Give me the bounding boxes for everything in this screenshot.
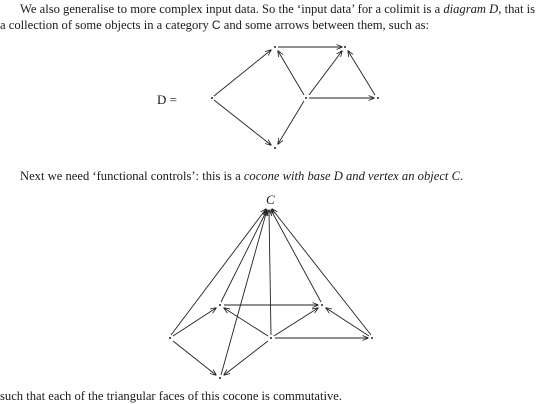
arrow (224, 341, 268, 375)
intro-text-1: We also generalise to more complex input data. So the ‘input data’ for a colimit is a (20, 2, 444, 16)
diagram-d-label: D = (157, 92, 177, 107)
intro-text-3: , that is a collection of some objects in a category (0, 2, 536, 32)
object-dot (219, 304, 221, 306)
category-symbol: C (211, 18, 221, 32)
cocone-legs (171, 209, 371, 375)
vertex-term: and vertex an object (342, 169, 452, 183)
object-dot (169, 337, 171, 339)
cocone-apex-label: C (266, 192, 275, 207)
object-dot (321, 304, 323, 306)
arrow (224, 308, 268, 336)
cocone-leg-arrow (269, 210, 271, 335)
object-dot (219, 377, 221, 379)
controls-text-1: Next we need ‘functional controls’: this is a (20, 169, 244, 183)
cocone-leg-arrow (271, 210, 321, 302)
base-symbol: D (333, 169, 343, 183)
arrow (173, 308, 216, 336)
arrow (274, 308, 318, 336)
diagram-term: diagram (443, 2, 487, 16)
arrow (326, 308, 369, 336)
controls-text-2: . (460, 169, 464, 183)
object-dot (371, 337, 373, 339)
commutative-paragraph: such that each of the triangular faces of this cocone is commutative. (0, 389, 343, 403)
cocone-leg-arrow (171, 209, 266, 335)
cocone-leg-arrow (272, 209, 371, 335)
cocone-leg-arrow (221, 210, 267, 375)
diagram-symbol: D (489, 2, 499, 16)
intro-text-4: and some arrows between them, such as: (220, 18, 430, 32)
cocone-leg-arrow (221, 210, 267, 302)
cocone-term: cocone with base (243, 169, 334, 183)
arrow (173, 341, 216, 375)
object-dot (270, 337, 272, 339)
vertex-symbol: C (451, 169, 460, 183)
